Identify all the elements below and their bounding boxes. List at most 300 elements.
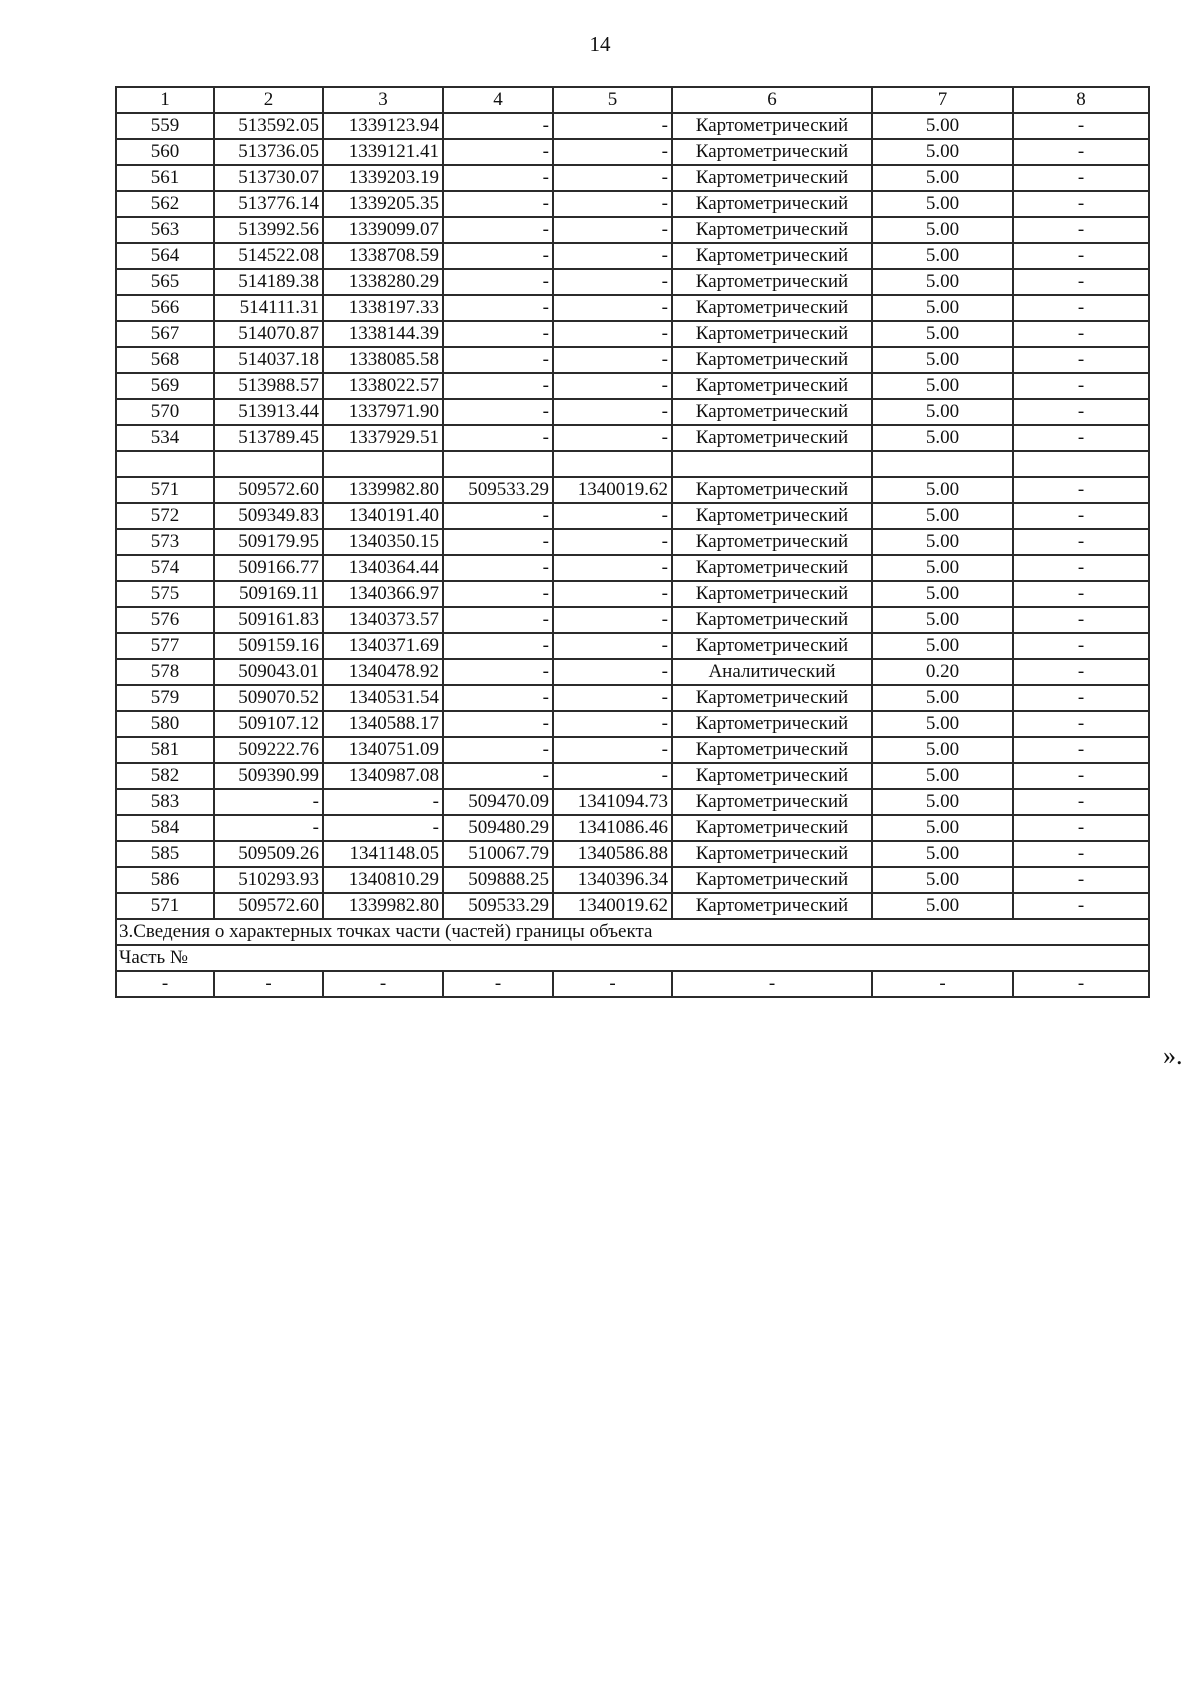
table-row: [116, 451, 1149, 477]
table-cell: 1341094.73: [553, 789, 672, 815]
part-label-row: [116, 945, 1149, 971]
table-cell: 585: [116, 841, 214, 867]
table-cell: 1340810.29: [323, 867, 443, 893]
table-cell: 510067.79: [443, 841, 553, 867]
table-cell: -: [443, 685, 553, 711]
table-cell: 1337929.51: [323, 425, 443, 451]
table-cell: Картометрический: [672, 269, 872, 295]
table-cell: -: [872, 971, 1013, 997]
table-cell: 513736.05: [214, 139, 323, 165]
table-cell: -: [443, 113, 553, 139]
table-row: [116, 113, 1149, 139]
table-cell: 1340751.09: [323, 737, 443, 763]
table-cell: -: [553, 139, 672, 165]
table-row: [116, 789, 1149, 815]
table-cell: -: [553, 269, 672, 295]
table-cell: -: [553, 581, 672, 607]
table-cell: Картометрический: [672, 893, 872, 919]
table-cell: 584: [116, 815, 214, 841]
table-cell: 1340588.17: [323, 711, 443, 737]
table-row: [116, 503, 1149, 529]
table-cell: 5.00: [872, 789, 1013, 815]
table-cell: Аналитический: [672, 659, 872, 685]
table-cell: 1339205.35: [323, 191, 443, 217]
table-cell: -: [443, 659, 553, 685]
table-cell: 509349.83: [214, 503, 323, 529]
table-cell: 514522.08: [214, 243, 323, 269]
table-cell: 1340371.69: [323, 633, 443, 659]
table-cell: -: [443, 139, 553, 165]
table-cell: -: [443, 737, 553, 763]
table-cell: -: [553, 503, 672, 529]
table-row: [116, 321, 1149, 347]
table-cell: -: [553, 321, 672, 347]
table-cell: 1340586.88: [553, 841, 672, 867]
table-cell: 1340364.44: [323, 555, 443, 581]
column-header: 4: [443, 87, 553, 113]
table-cell: 509159.16: [214, 633, 323, 659]
column-header: 2: [214, 87, 323, 113]
table-cell: Картометрический: [672, 295, 872, 321]
table-cell: 576: [116, 607, 214, 633]
table-cell: -: [1013, 529, 1149, 555]
table-cell: Картометрический: [672, 217, 872, 243]
table-cell: -: [553, 971, 672, 997]
table-cell: [553, 451, 672, 477]
table-cell: 509533.29: [443, 477, 553, 503]
table-cell: 0.20: [872, 659, 1013, 685]
table-cell: 1340531.54: [323, 685, 443, 711]
table-cell: -: [1013, 581, 1149, 607]
table-cell: 5.00: [872, 399, 1013, 425]
table-cell: 563: [116, 217, 214, 243]
column-header: 7: [872, 87, 1013, 113]
table-cell: -: [1013, 503, 1149, 529]
table-cell: 5.00: [872, 503, 1013, 529]
table-cell: 534: [116, 425, 214, 451]
table-cell: 5.00: [872, 607, 1013, 633]
table-row: [116, 607, 1149, 633]
table-cell: 514189.38: [214, 269, 323, 295]
table-cell: 513592.05: [214, 113, 323, 139]
table-cell: -: [553, 633, 672, 659]
table-row: [116, 425, 1149, 451]
table-cell: 5.00: [872, 295, 1013, 321]
table-cell: 561: [116, 165, 214, 191]
table-cell: Картометрический: [672, 529, 872, 555]
table-cell: -: [553, 685, 672, 711]
table-cell: -: [553, 295, 672, 321]
table-cell: -: [553, 399, 672, 425]
table-row: [116, 685, 1149, 711]
table-cell: 573: [116, 529, 214, 555]
table-cell: 5.00: [872, 269, 1013, 295]
table-cell: -: [1013, 477, 1149, 503]
table-cell: -: [443, 295, 553, 321]
table-row: [116, 815, 1149, 841]
table-row: [116, 763, 1149, 789]
table-cell: 571: [116, 893, 214, 919]
table-cell: -: [553, 711, 672, 737]
table-cell: 567: [116, 321, 214, 347]
table-cell: -: [553, 529, 672, 555]
table-cell: -: [443, 711, 553, 737]
table-cell: -: [214, 815, 323, 841]
table-cell: 5.00: [872, 633, 1013, 659]
table-row: [116, 373, 1149, 399]
table-cell: -: [443, 347, 553, 373]
table-cell: [214, 451, 323, 477]
table-cell: -: [1013, 633, 1149, 659]
table-cell: -: [323, 971, 443, 997]
table-cell: Картометрический: [672, 841, 872, 867]
table-cell: -: [1013, 815, 1149, 841]
table-cell: 5.00: [872, 347, 1013, 373]
table-row: [116, 295, 1149, 321]
closing-quote-mark: ».: [1163, 1041, 1183, 1070]
table-cell: 509070.52: [214, 685, 323, 711]
table-cell: Картометрический: [672, 815, 872, 841]
table-cell: 582: [116, 763, 214, 789]
table-cell: 1337971.90: [323, 399, 443, 425]
table-cell: -: [1013, 867, 1149, 893]
table-cell: 568: [116, 347, 214, 373]
table-cell: 509179.95: [214, 529, 323, 555]
table-cell: 5.00: [872, 321, 1013, 347]
table-cell: 562: [116, 191, 214, 217]
table-cell: -: [1013, 269, 1149, 295]
table-cell: 509480.29: [443, 815, 553, 841]
table-cell: 1340478.92: [323, 659, 443, 685]
table-cell: Картометрический: [672, 737, 872, 763]
table-row: [116, 347, 1149, 373]
table-cell: 509509.26: [214, 841, 323, 867]
table-cell: 5.00: [872, 581, 1013, 607]
table-cell: 5.00: [872, 373, 1013, 399]
table-cell: 564: [116, 243, 214, 269]
table-cell: -: [323, 789, 443, 815]
table-cell: 513776.14: [214, 191, 323, 217]
table-cell: -: [553, 373, 672, 399]
table-cell: Картометрический: [672, 607, 872, 633]
table-cell: -: [1013, 685, 1149, 711]
table-row: [116, 477, 1149, 503]
table-cell: 560: [116, 139, 214, 165]
table-cell: 510293.93: [214, 867, 323, 893]
table-cell: -: [553, 191, 672, 217]
table-row: [116, 139, 1149, 165]
table-cell: 5.00: [872, 685, 1013, 711]
table-cell: 513913.44: [214, 399, 323, 425]
table-cell: 1340366.97: [323, 581, 443, 607]
column-header: 6: [672, 87, 872, 113]
table-cell: Картометрический: [672, 347, 872, 373]
table-cell: Картометрический: [672, 789, 872, 815]
table-header-row: [116, 87, 1149, 113]
table-cell: Картометрический: [672, 425, 872, 451]
table-cell: -: [1013, 139, 1149, 165]
table-cell: -: [214, 971, 323, 997]
table-cell: 586: [116, 867, 214, 893]
table-cell: 1339099.07: [323, 217, 443, 243]
table-cell: 583: [116, 789, 214, 815]
table-cell: 574: [116, 555, 214, 581]
table-cell: 513988.57: [214, 373, 323, 399]
table-cell: 1338708.59: [323, 243, 443, 269]
table-cell: -: [1013, 789, 1149, 815]
table-cell: -: [116, 971, 214, 997]
table-cell: -: [553, 659, 672, 685]
table-cell: 509166.77: [214, 555, 323, 581]
table-cell: 1339982.80: [323, 477, 443, 503]
table-cell: -: [443, 165, 553, 191]
table-cell: 1338085.58: [323, 347, 443, 373]
table-cell: 571: [116, 477, 214, 503]
table-cell: 513992.56: [214, 217, 323, 243]
table-cell: 572: [116, 503, 214, 529]
table-cell: 569: [116, 373, 214, 399]
table-cell: -: [443, 581, 553, 607]
table-row: [116, 269, 1149, 295]
table-cell: Картометрический: [672, 113, 872, 139]
table-row: [116, 893, 1149, 919]
table-cell: -: [1013, 607, 1149, 633]
table-cell: Картометрический: [672, 763, 872, 789]
table-cell: Картометрический: [672, 373, 872, 399]
table-cell: 566: [116, 295, 214, 321]
table-cell: 1338280.29: [323, 269, 443, 295]
table-cell: Картометрический: [672, 581, 872, 607]
table-row: [116, 841, 1149, 867]
table-cell: 578: [116, 659, 214, 685]
table-cell: -: [443, 763, 553, 789]
table-row: [116, 555, 1149, 581]
table-cell: 565: [116, 269, 214, 295]
table-cell: -: [1013, 113, 1149, 139]
table-cell: 509888.25: [443, 867, 553, 893]
table-cell: -: [553, 165, 672, 191]
table-cell: -: [553, 243, 672, 269]
table-cell: Картометрический: [672, 165, 872, 191]
table-cell: 514037.18: [214, 347, 323, 373]
table-row: [116, 737, 1149, 763]
table-row: [116, 659, 1149, 685]
table-cell: -: [1013, 399, 1149, 425]
part-label: Часть №: [116, 945, 1149, 971]
table-cell: -: [553, 607, 672, 633]
table-cell: Картометрический: [672, 633, 872, 659]
table-cell: -: [1013, 841, 1149, 867]
table-cell: 575: [116, 581, 214, 607]
table-cell: 509572.60: [214, 893, 323, 919]
table-cell: -: [443, 529, 553, 555]
table-cell: [443, 451, 553, 477]
table-row: [116, 529, 1149, 555]
table-cell: 1339121.41: [323, 139, 443, 165]
section-title: 3.Сведения о характерных точках части (частей) границы объекта: [116, 919, 1149, 945]
table-cell: 509222.76: [214, 737, 323, 763]
table-cell: 5.00: [872, 763, 1013, 789]
table-cell: Картометрический: [672, 243, 872, 269]
table-cell: 1340019.62: [553, 477, 672, 503]
table-cell: -: [323, 815, 443, 841]
table-body: [116, 113, 1149, 919]
table-cell: -: [1013, 893, 1149, 919]
table-cell: 1338144.39: [323, 321, 443, 347]
table-cell: -: [443, 555, 553, 581]
table-cell: 5.00: [872, 815, 1013, 841]
table-cell: [1013, 451, 1149, 477]
table-cell: -: [1013, 373, 1149, 399]
table-cell: 5.00: [872, 477, 1013, 503]
table-cell: 1338197.33: [323, 295, 443, 321]
table-cell: -: [553, 217, 672, 243]
table-cell: -: [1013, 243, 1149, 269]
table-cell: 5.00: [872, 711, 1013, 737]
table-cell: -: [1013, 737, 1149, 763]
table-cell: Картометрический: [672, 685, 872, 711]
table-cell: 1338022.57: [323, 373, 443, 399]
table-cell: 5.00: [872, 555, 1013, 581]
table-cell: [872, 451, 1013, 477]
table-cell: 1340396.34: [553, 867, 672, 893]
table-row: [116, 633, 1149, 659]
table-cell: -: [1013, 425, 1149, 451]
table-cell: Картометрический: [672, 139, 872, 165]
table-cell: 509390.99: [214, 763, 323, 789]
part-values-row: [116, 971, 1149, 997]
table-cell: 581: [116, 737, 214, 763]
table-row: [116, 243, 1149, 269]
table-cell: -: [443, 503, 553, 529]
section-title-row: [116, 919, 1149, 945]
table-cell: -: [443, 373, 553, 399]
table-cell: 514070.87: [214, 321, 323, 347]
table-cell: 5.00: [872, 165, 1013, 191]
table-cell: 577: [116, 633, 214, 659]
table-cell: 509533.29: [443, 893, 553, 919]
table-cell: 5.00: [872, 139, 1013, 165]
table-cell: 513730.07: [214, 165, 323, 191]
table-row: [116, 581, 1149, 607]
table-cell: 580: [116, 711, 214, 737]
table-cell: -: [1013, 347, 1149, 373]
table-cell: -: [553, 425, 672, 451]
table-cell: [672, 451, 872, 477]
table-cell: -: [443, 321, 553, 347]
table-cell: -: [1013, 971, 1149, 997]
table-row: [116, 217, 1149, 243]
table-cell: -: [443, 633, 553, 659]
table-cell: 1341148.05: [323, 841, 443, 867]
table-cell: Картометрический: [672, 555, 872, 581]
table-cell: Картометрический: [672, 503, 872, 529]
table-cell: -: [1013, 217, 1149, 243]
table-cell: 559: [116, 113, 214, 139]
table-row: [116, 711, 1149, 737]
boundary-points-table: [115, 86, 1150, 998]
table-cell: Картометрический: [672, 867, 872, 893]
column-header: 1: [116, 87, 214, 113]
table-cell: 5.00: [872, 841, 1013, 867]
table-cell: 5.00: [872, 425, 1013, 451]
table-cell: 5.00: [872, 529, 1013, 555]
table-cell: -: [553, 737, 672, 763]
table-cell: 513789.45: [214, 425, 323, 451]
table-cell: 5.00: [872, 113, 1013, 139]
table-cell: -: [553, 347, 672, 373]
table-cell: Картометрический: [672, 477, 872, 503]
table-cell: -: [443, 607, 553, 633]
table-cell: 514111.31: [214, 295, 323, 321]
table-cell: 509107.12: [214, 711, 323, 737]
table-cell: 5.00: [872, 191, 1013, 217]
table-cell: 1340350.15: [323, 529, 443, 555]
table-row: [116, 191, 1149, 217]
table-cell: -: [443, 269, 553, 295]
table-cell: -: [672, 971, 872, 997]
table-cell: -: [553, 555, 672, 581]
page-number: 14: [589, 32, 611, 56]
table-cell: Картометрический: [672, 321, 872, 347]
table-cell: -: [1013, 165, 1149, 191]
table-cell: -: [1013, 295, 1149, 321]
table-cell: -: [1013, 711, 1149, 737]
table-cell: 1339982.80: [323, 893, 443, 919]
table-cell: Картометрический: [672, 399, 872, 425]
table-cell: -: [443, 399, 553, 425]
table-cell: -: [214, 789, 323, 815]
table-cell: -: [1013, 321, 1149, 347]
table-cell: [116, 451, 214, 477]
table-cell: -: [1013, 659, 1149, 685]
table-cell: 509470.09: [443, 789, 553, 815]
table-cell: 1339123.94: [323, 113, 443, 139]
table-cell: -: [553, 113, 672, 139]
column-header: 8: [1013, 87, 1149, 113]
table-cell: -: [1013, 555, 1149, 581]
table-cell: 1340373.57: [323, 607, 443, 633]
column-header: 5: [553, 87, 672, 113]
table-cell: -: [443, 217, 553, 243]
table-cell: -: [443, 191, 553, 217]
table-cell: 509169.11: [214, 581, 323, 607]
table-cell: 570: [116, 399, 214, 425]
table-cell: 1339203.19: [323, 165, 443, 191]
table-row: [116, 399, 1149, 425]
table-cell: [323, 451, 443, 477]
table-cell: 1340987.08: [323, 763, 443, 789]
table-cell: 509161.83: [214, 607, 323, 633]
table-cell: 5.00: [872, 893, 1013, 919]
table-cell: 5.00: [872, 217, 1013, 243]
table-cell: -: [1013, 763, 1149, 789]
table-cell: 509043.01: [214, 659, 323, 685]
table-row: [116, 867, 1149, 893]
table-cell: Картометрический: [672, 711, 872, 737]
table-cell: -: [443, 243, 553, 269]
table-cell: -: [443, 971, 553, 997]
table-cell: 509572.60: [214, 477, 323, 503]
table-cell: -: [553, 763, 672, 789]
table-cell: 1340019.62: [553, 893, 672, 919]
table-cell: 5.00: [872, 737, 1013, 763]
table-row: [116, 165, 1149, 191]
column-header: 3: [323, 87, 443, 113]
table-cell: -: [1013, 191, 1149, 217]
table-cell: 1340191.40: [323, 503, 443, 529]
table-cell: 579: [116, 685, 214, 711]
